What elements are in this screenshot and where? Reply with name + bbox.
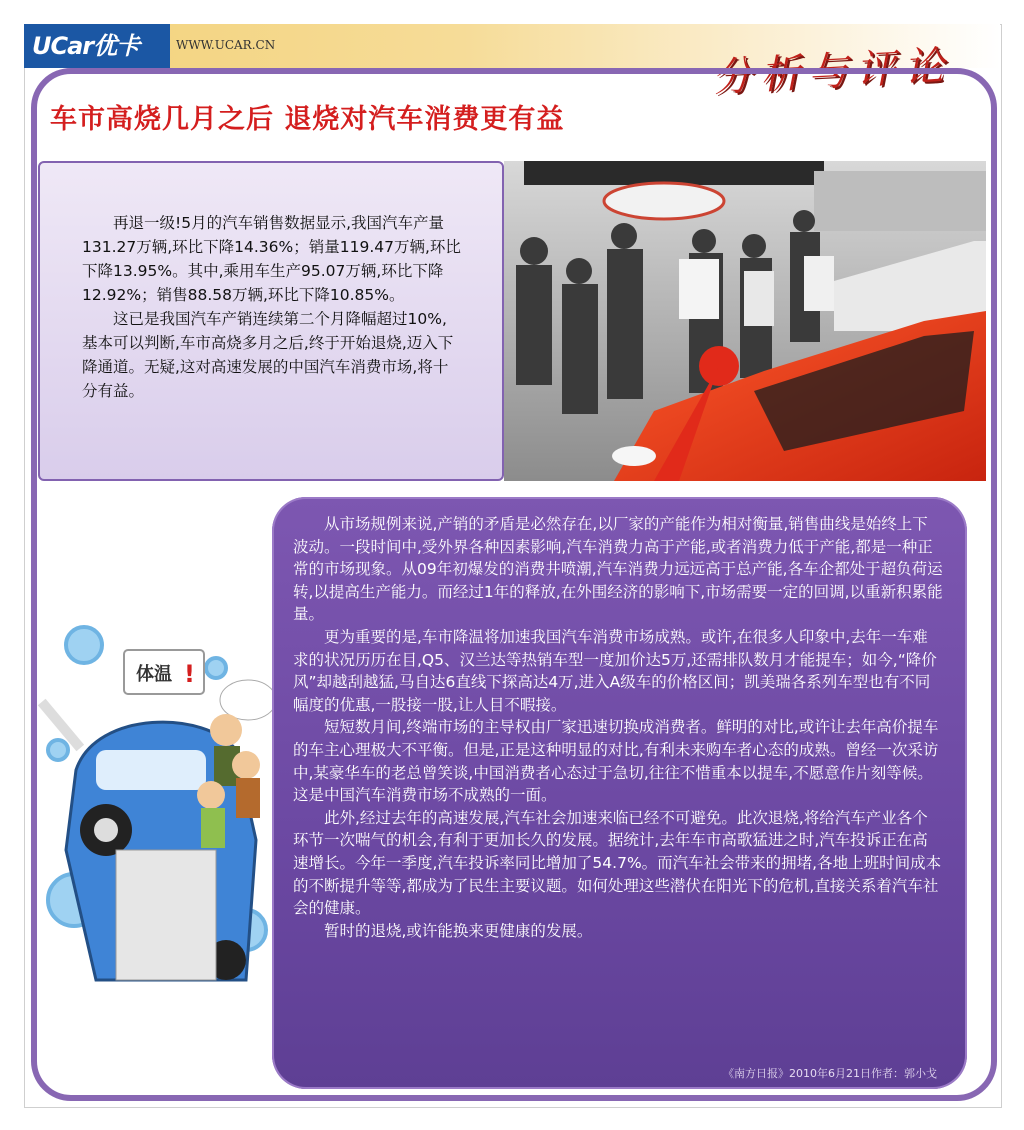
intro-panel (38, 161, 504, 481)
ucar-logo[interactable]: UCar优卡 (24, 24, 170, 68)
fever-car-illustration (36, 600, 276, 1020)
body-text (293, 513, 943, 942)
car-show-photo-graphic (504, 161, 986, 481)
svg-text:!: ! (184, 660, 195, 688)
article-credit: 《南方日报》2010年6月21日作者：郭小戈 (723, 1067, 937, 1080)
fever-sign-label: 体温 (136, 664, 172, 685)
speech-bubble (220, 680, 276, 720)
body-paragraph: 从市场规例来说,产销的矛盾是必然存在,以厂家的产能作为相对衡量,销售曲线是始终上下波动。一段时间中,受外界各种因素影响,汽车消费力高于产能,或者消费力低于产能,都是一种正常的市场现象。从09年初爆发的消费井喷潮,汽车消费力远远高于总产能,各车企都处于超负荷运转,以提高生产能力。而经过1年的释放,在外围经济的影响下,市场需要一定的回调,以重新积累能量。 (293, 515, 943, 624)
body-paragraph: 短短数月间,终端市场的主导权由厂家迅速切换成消费者。鲜明的对比,或许让去年高价提车的车主心理极大不平衡。但是,正是这种明显的对比,有利未来购车者心态的成熟。曾经一次采访中,某豪华车的老总曾笑谈,中国消费者心态过于急切,往往不惜重本以提车,不愿意作片刻等候。这是中国汽车消费市场不成熟的一面。 (293, 718, 939, 805)
article-headline: 车市高烧几月之后 退烧对汽车消费更有益 (50, 104, 565, 135)
body-panel (272, 497, 967, 1089)
body-paragraph: 更为重要的是,车市降温将加速我国汽车消费市场成熟。或许,在很多人印象中,去年一车难求的状况历历在目,Q5、汉兰达等热销车型一度加价达5万,还需排队数月才能提车；如今,“降价风”却越刮越猛,马自达6直线下探高达4万,进入A级车的价格区间；凯美瑞各系列车型也有不同幅度的优惠,一股接一股,让人目不暇接。 (293, 627, 937, 714)
site-url[interactable]: WWW.UCAR.CN (176, 38, 276, 52)
section-title: 分析与评论 (711, 42, 954, 102)
body-paragraph: 暂时的退烧,或许能换来更健康的发展。 (324, 921, 593, 940)
intro-paragraph: 再退一级!5月的汽车销售数据显示,我国汽车产量131.27万辆,环比下降14.36%；销量119.47万辆,环比下降13.95%。其中,乘用车生产95.07万辆,环比下降12.92%；销售88.58万辆,环比下降10.85%。 (82, 214, 461, 304)
body-paragraph: 此外,经过去年的高速发展,汽车社会加速来临已经不可避免。此次退烧,将给汽车产业各个环节一次喘气的机会,有利于更加长久的发展。据统计,去年车市高歌猛进之时,汽车投诉正在高速增长。今年一季度,汽车投诉率同比增加了54.7%。而汽车社会带来的拥堵,各地上班时间成本的不断提升等等,都成为了民生主要议题。如何处理这些潜伏在阳光下的危机,直接关系着汽车社会的健康。 (293, 808, 942, 918)
fever-car-graphic (36, 600, 276, 1020)
intro-text (82, 211, 462, 403)
intro-paragraph: 这已是我国汽车产销连续第二个月降幅超过10%,基本可以判断,车市高烧多月之后,终于开始退烧,迈入下降通道。无疑,这对高速发展的中国汽车消费市场,将十分有益。 (82, 310, 454, 400)
car-show-photo (504, 161, 986, 481)
